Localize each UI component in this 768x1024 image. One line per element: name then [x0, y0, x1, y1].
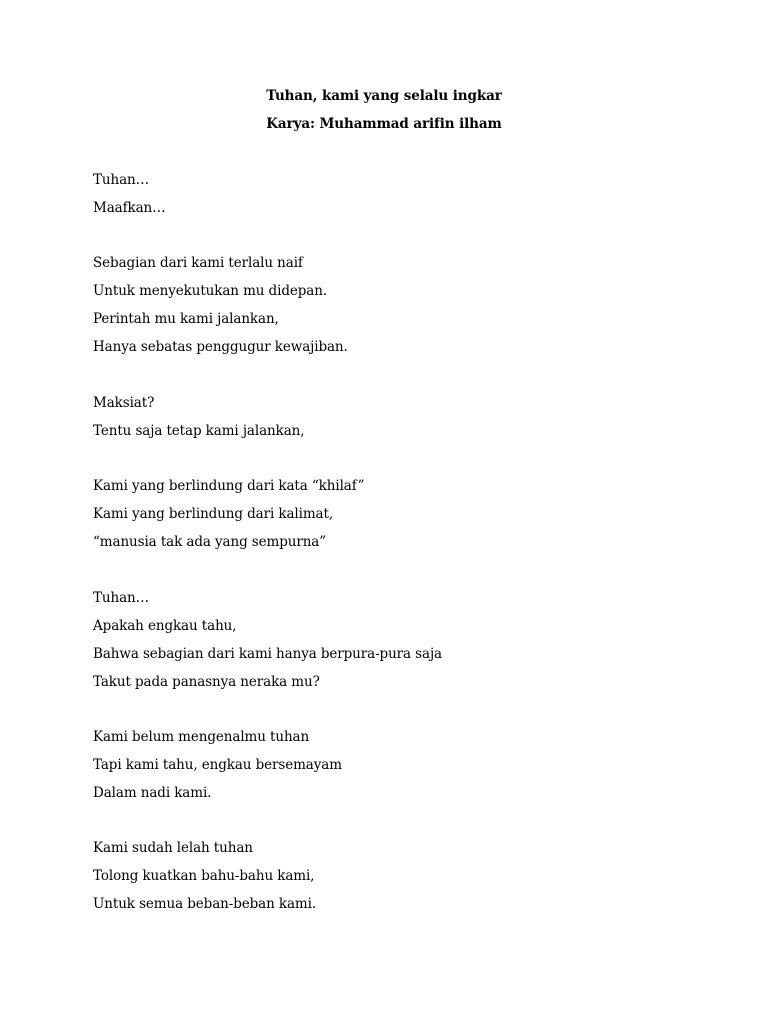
poem-line: Apakah engkau tahu, [93, 618, 237, 634]
poem-line: Maafkan… [93, 200, 166, 216]
poem-line: Sebagian dari kami terlalu naif [93, 255, 303, 271]
poem-line: Kami yang berlindung dari kata “khilaf” [93, 478, 365, 494]
poem-title: Tuhan, kami yang selalu ingkar [266, 88, 502, 104]
poem-line: Kami belum mengenalmu tuhan [93, 729, 310, 745]
poem-line: Untuk menyekutukan mu didepan. [93, 283, 328, 299]
poem-line: Tolong kuatkan bahu-bahu kami, [93, 868, 315, 884]
poem-line: Tuhan… [93, 590, 150, 606]
poem-line: Untuk semua beban-beban kami. [93, 896, 317, 912]
poem-author: Karya: Muhammad arifin ilham [266, 116, 502, 132]
poem-line: Perintah mu kami jalankan, [93, 311, 279, 327]
poem-line: “manusia tak ada yang sempurna” [93, 534, 327, 550]
poem-line: Tapi kami tahu, engkau bersemayam [93, 757, 342, 773]
poem-line: Kami sudah lelah tuhan [93, 840, 253, 856]
poem-line: Bahwa sebagian dari kami hanya berpura-pura saja [93, 646, 442, 662]
poem-line: Hanya sebatas penggugur kewajiban. [93, 339, 348, 355]
poem-line: Takut pada panasnya neraka mu? [93, 674, 320, 690]
poem-line: Maksiat? [93, 395, 155, 411]
poem-line: Tuhan… [93, 172, 150, 188]
poem-line: Kami yang berlindung dari kalimat, [93, 506, 334, 522]
poem-line: Dalam nadi kami. [93, 785, 212, 801]
poem-line: Tentu saja tetap kami jalankan, [93, 423, 305, 439]
